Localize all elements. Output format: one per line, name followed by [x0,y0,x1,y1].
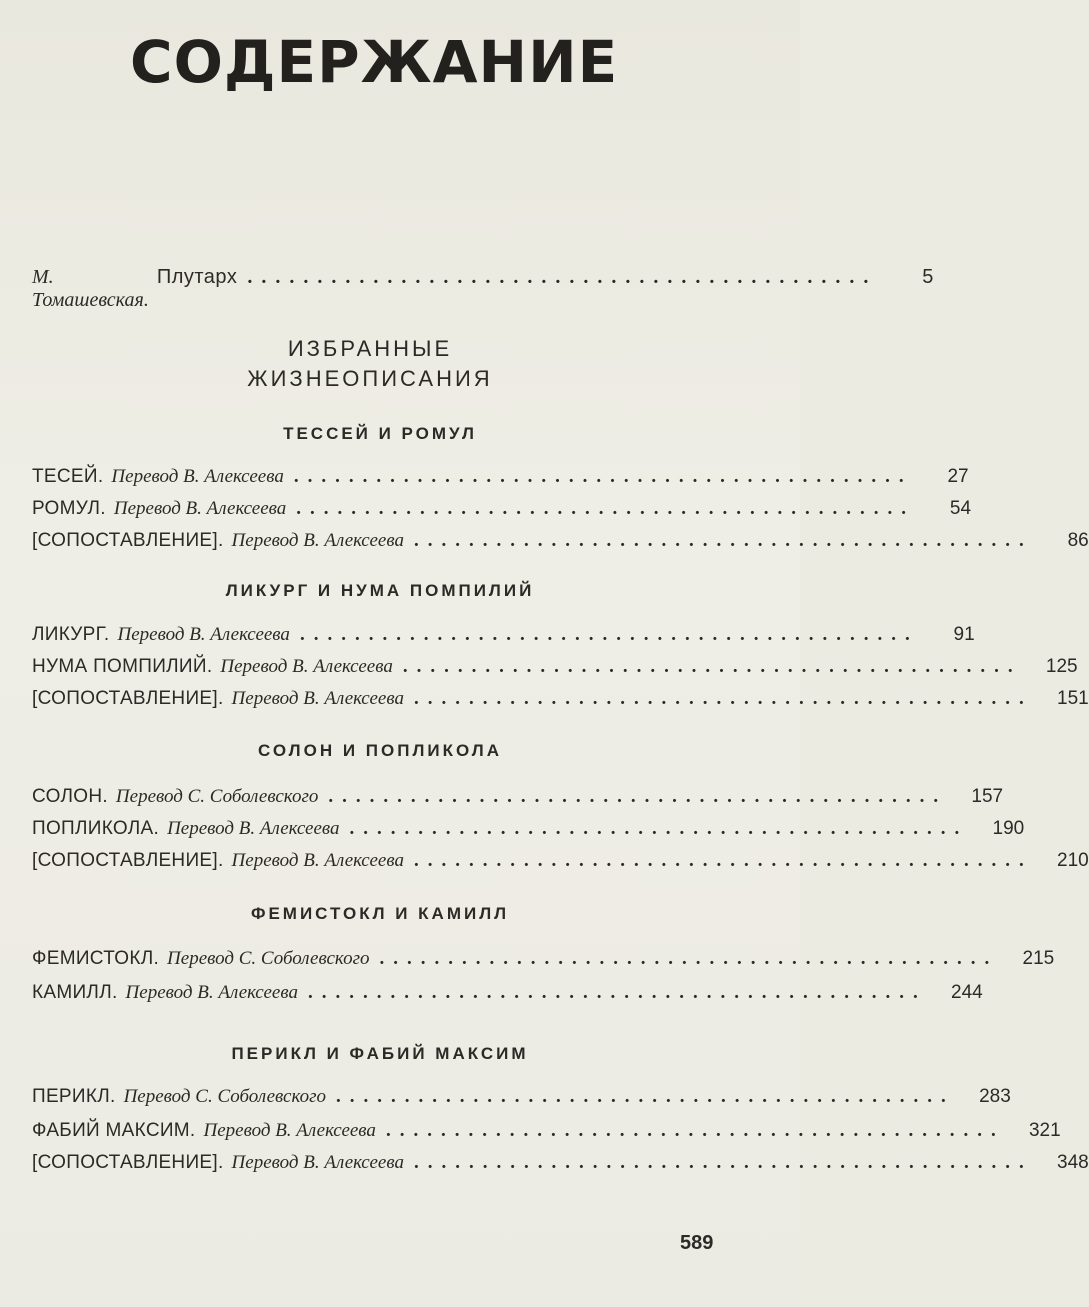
entry-translator: Перевод В. Алексеева [125,982,298,1003]
dot-leader: ............................................. [413,1152,1033,1173]
part-heading-line-2: ЖИЗНЕОПИСАНИЯ [247,366,493,391]
dot-leader: ............................................. [296,498,916,519]
entry-translator: Перевод С. Соболевского [115,786,319,807]
part-heading [0,334,740,394]
intro-work: Плутарх [156,266,238,288]
toc-entry[interactable] [32,1086,1011,1108]
entry-page-number: 86 [1067,530,1089,551]
dot-leader: ............................................. [413,688,1033,709]
entry-translator: Перевод В. Алексеева [111,466,284,487]
page-title: СОДЕРЖАНИЕ [130,28,619,96]
toc-entry[interactable] [32,850,1089,872]
entry-translator: Перевод В. Алексеева [203,1120,376,1141]
entry-title: КАМИЛЛ. [32,982,118,1003]
entry-translator: Перевод В. Алексеева [113,498,287,519]
dot-leader: ............................................. [413,850,1033,871]
intro-page-number: 5 [922,266,934,288]
entry-page-number: 215 [1022,948,1055,969]
entry-title: СОЛОН. [32,786,108,807]
toc-entry[interactable] [32,498,972,520]
entry-page-number: 244 [951,982,983,1003]
section-heading: ЛИКУРГ И НУМА ПОМПИЛИЙ [225,581,535,600]
toc-entry[interactable] [32,1152,1089,1174]
entry-translator: Перевод В. Алексеева [231,850,404,871]
dot-leader: ............................................. [299,624,919,645]
dot-leader: ............................................. [293,466,913,487]
toc-entry[interactable] [32,948,1055,970]
entry-translator: Перевод В. Алексеева [220,656,393,677]
entry-translator: Перевод В. Алексеева [117,624,290,645]
entry-title: [СОПОСТАВЛЕНИЕ]. [32,1152,224,1173]
entry-translator: Перевод В. Алексеева [167,818,340,839]
section-heading: ФЕМИСТОКЛ И КАМИЛЛ [250,904,510,923]
dot-leader: ............................................. [349,818,969,839]
dot-leader: ............................................. [328,786,948,807]
toc-entry[interactable] [32,818,1025,840]
entry-page-number: 151 [1057,688,1089,709]
entry-translator: Перевод С. Соболевского [167,948,370,969]
intro-author: М. Томашевская. [32,266,149,311]
dot-leader: ............................................. [402,656,1022,677]
section-heading: ТЕССЕЙ И РОМУЛ [283,424,477,443]
dot-leader: ............................................. [307,982,927,1003]
entry-title: [СОПОСТАВЛЕНИЕ]. [32,688,224,709]
entry-page-number: 91 [953,624,975,645]
part-heading-line-1: ИЗБРАННЫЕ [287,336,453,361]
toc-entry[interactable] [32,1120,1061,1142]
entry-translator: Перевод В. Алексеева [231,1152,404,1173]
entry-page-number: 157 [971,786,1004,807]
dot-leader: ............................................. [336,1086,955,1107]
entry-page-number: 190 [992,818,1025,839]
entry-translator: Перевод В. Алексеева [231,688,404,709]
entry-title: ЛИКУРГ. [32,624,110,645]
entry-title: РОМУЛ. [32,498,106,519]
toc-entry[interactable] [32,688,1089,710]
entry-title: ФЕМИСТОКЛ. [32,948,160,969]
entry-translator: Перевод В. Алексеева [231,530,404,551]
entry-title: [СОПОСТАВЛЕНИЕ]. [32,850,224,871]
dot-leader: ............................................. [379,948,999,969]
entry-page-number: 348 [1057,1152,1089,1173]
entry-title: [СОПОСТАВЛЕНИЕ]. [32,530,224,551]
entry-translator: Перевод С. Соболевского [123,1086,327,1107]
dot-leader: ............................................. [385,1120,1005,1141]
entry-title: ПОПЛИКОЛА. [32,818,160,839]
toc-entry[interactable] [32,982,983,1004]
entry-title: ФАБИЙ МАКСИМ. [32,1120,196,1141]
entry-page-number: 27 [947,466,969,487]
toc-entry[interactable] [32,530,1089,552]
entry-page-number: 321 [1028,1120,1061,1141]
intro-entry[interactable] [32,266,934,312]
section-heading: ПЕРИКЛ И ФАБИЙ МАКСИМ [231,1044,529,1063]
entry-page-number: 125 [1045,656,1078,677]
entry-title: НУМА ПОМПИЛИЙ. [32,656,213,677]
dot-leader: ............................................. [413,530,1033,551]
toc-entry[interactable] [32,786,1004,808]
section-heading: СОЛОН И ПОПЛИКОЛА [258,741,502,760]
toc-entry[interactable] [32,466,969,488]
dot-leader: ............................................. [247,266,878,288]
entry-page-number: 283 [979,1086,1011,1107]
entry-title: ПЕРИКЛ. [32,1086,116,1107]
entry-page-number: 54 [949,498,972,519]
toc-entry[interactable] [32,656,1078,678]
entry-page-number: 210 [1057,850,1089,871]
entry-title: ТЕСЕЙ. [32,466,104,487]
toc-entry[interactable] [32,624,975,646]
folio-page-number: 589 [680,1232,714,1254]
